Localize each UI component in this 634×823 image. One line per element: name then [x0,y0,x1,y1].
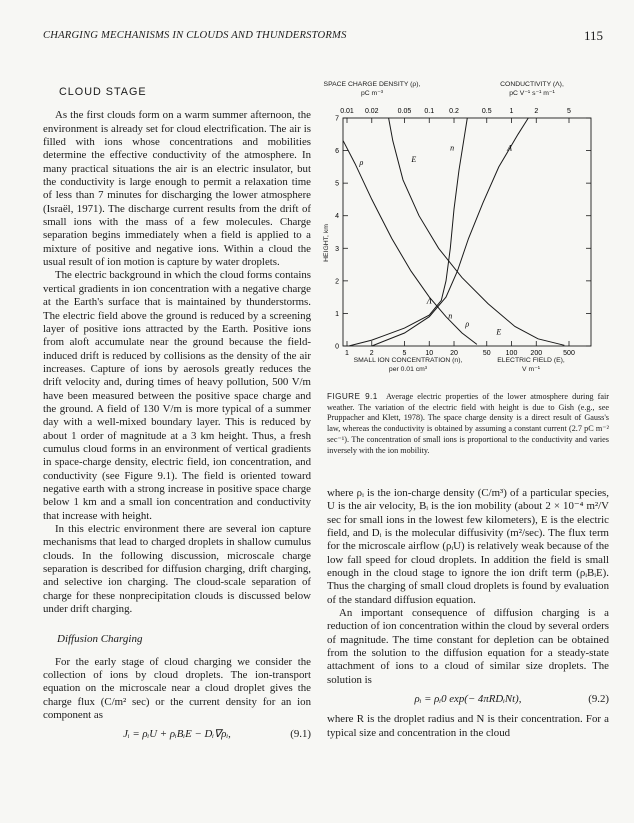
paragraph: where ρᵢ is the ion-charge density (C/m³) of a particular species, U is the air velocity, Bᵢ is the ion mobility (about 2 × 10⁻⁴ m²/V sec for small ions in the lowest few kilometers), E is the electric field, and Dᵢ is the molecular diffusivity (m²/sec). The flux term for the microscale airflow (ρᵢU) is relatively weak because of the low fall speed for cloud droplets. In addition the field is small enough in the cloud stage to ignore the ion drift term (ρᵢBᵢE). Thus the charging of small cloud droplets is found by evaluation of the standard diffusion equation. [327,487,609,606]
equation-9-1 [43,728,311,744]
ion-concentration-label: n [450,143,455,153]
y-tick-label: 4 [335,213,339,221]
ion-concentration-label: n [448,311,453,321]
y-tick-label: 1 [335,310,339,318]
left-column [43,86,311,748]
x-tick-label: 5 [567,108,571,115]
rho-label: ρ [359,158,364,168]
x-tick-label: 0.05 [397,108,412,115]
page-number: 115 [583,28,603,43]
top-right-axis-unit: pC V⁻¹ s⁻¹ m⁻¹ [509,90,555,97]
y-axis-label: HEIGHT, km [323,224,330,262]
plot-frame [343,118,591,346]
y-tick-label: 2 [335,278,339,286]
x-tick-label: 1 [345,350,349,357]
electric-field-label: E [496,327,502,337]
figure-9-1-chart [316,72,616,390]
x-tick-label: 2 [534,108,539,115]
caption-label: FIGURE 9.1 [327,392,378,401]
x-tick-label: 100 [505,350,518,357]
rho-label: ρ [465,319,470,329]
y-tick-label: 3 [335,245,339,253]
x-tick-label: 500 [563,350,575,357]
conductivity-label: Λ [507,143,513,153]
paragraph: where R is the droplet radius and N is their concentration. For a typical size and concentration in the cloud [327,713,609,739]
equation-text: ρᵢ = ρᵢ0 exp(− 4πRDᵢNt), [414,693,522,706]
bottom-right-axis-unit: V m⁻¹ [522,366,540,373]
section-heading: CLOUD STAGE [59,86,147,98]
x-tick-label: 5 [402,350,407,357]
x-tick-label: 0.5 [481,108,492,115]
x-tick-label: 50 [482,350,491,357]
subsection-heading: Diffusion Charging [57,633,143,646]
x-tick-label: 0.01 [340,108,354,115]
paragraph: For the early stage of cloud charging we consider the collection of ions by cloud droplets. The ion-transport equation on the microscale near a cloud droplet gives the charge flux (C/m² sec) or the current density for an ion component as [43,655,311,722]
bottom-left-axis-unit: per 0.01 cm³ [388,366,428,373]
rho-curve [343,141,477,345]
equation-number: (9.1) [290,728,311,741]
figure-caption [327,392,609,456]
top-right-axis-label: CONDUCTIVITY (Λ), [500,81,564,88]
y-tick-label: 7 [335,115,339,123]
y-tick-label: 0 [335,343,339,351]
top-left-axis-label: SPACE CHARGE DENSITY (ρ), [323,81,421,88]
paragraph: As the first clouds form on a warm summer afternoon, the environment is already set for cloud electrification. The air is filled with ions whose concentrations and mobilities determine the effective conductivity of the atmosphere. In many practical situations the air is an electric insulator, but the conductivity is large enough to permit a relaxation time of less than 7 minutes for discharging the lower atmosphere (Israël, 1971). The discharge current results from the drift of small ions with the mass of a few molecules. Charge separation begins immediately when a field is applied to a mixture of positive and negative ions. Within a cloud the usual result of ion motion is capture by water droplets. [43,109,311,269]
x-tick-label: 0.1 [424,108,435,115]
x-tick-label: 2 [369,350,374,357]
paragraph: An important consequence of diffusion charging is a reduction of ion concentration within the cloud by several orders of magnitude. The time constant for depletion can be obtained from the solution to the diffusion equation for a steady-state attachment of ions to a cloud of similar size droplets. The solution is [327,607,609,686]
bottom-left-axis-label: SMALL ION CONCENTRATION (n), [353,357,463,364]
x-tick-label: 0.02 [364,108,379,115]
y-tick-label: 5 [335,180,339,188]
running-title: CHARGING MECHANISMS IN CLOUDS AND THUNDERSTORMS [43,30,347,41]
y-tick-label: 6 [335,148,339,156]
running-head [43,30,603,46]
x-tick-label: 1 [509,108,514,115]
equation-text: Jᵢ = ρᵢU + ρᵢBᵢE − Dᵢ∇ρᵢ, [123,728,231,741]
chart-layer [335,108,591,357]
equation-number: (9.2) [588,693,609,706]
conductivity-label: Λ [426,296,432,306]
right-column [327,487,609,740]
paragraph: In this electric environment there are several ion capture mechanisms that lead to charged droplets in shallow cumulus clouds. In the following discussion, microscale charge separation is described for diffusion charging, drift charging, and selective ion charging. The cloud-scale separation of charge for these nonprecipitation clouds is discussed below under drift charging. [43,523,311,616]
bottom-right-axis-label: ELECTRIC FIELD (E), [497,357,565,364]
paragraph: The electric background in which the cloud forms contains vertical gradients in ion concentration with a negative charge at the Earth's surface that is maintained by thunderstorms. The electric field above the ground is reduced by a screening layer of positive ions attracted by the Earth. Positive ions from aloft accumulate near the ground because the field-induced drift is reduced by collisions as the density of the air increases. Capture of ions by aerosols greatly reduces the drift velocity and, during times of heavy pollution, 500 V/m have been measured between the positive space charge and the ground. A field of 130 V/m is more typical of a summer day with a well-mixed boundary layer. This is reduced by about 1 order of magnitude at a 3 km height. Thus, a fresh cumulus cloud forms in an environment of vertical gradients in space-charge density, electric field, ion concentration, and conductivity (see Figure 9.1). The field is oriented toward negative earth with a strong increase in positive space charge below 1 km and a small ion concentration and conductivity that increase with height. [43,269,311,522]
electric-field-label: E [411,154,417,164]
electric-field-curve [389,118,565,345]
x-tick-label: 0.2 [449,108,459,115]
caption-text: Average electric properties of the lower atmosphere during fair weather. The variation of the electric field with height is due to Gish (e.g., see Pruppacher and Klett, 1978). The space charge density is a direct result of Gauss's law, whereas the conductivity is obtained by assuming a constant current (2.7 pC m⁻² sec⁻¹). The concentration of small ions is proportional to the conductivity and varies inversely with the ion mobility. [327,392,610,455]
x-tick-label: 10 [425,350,434,357]
x-tick-label: 200 [530,350,543,357]
x-tick-label: 20 [450,350,458,357]
top-left-axis-unit: pC m⁻³ [360,90,384,97]
equation-9-2 [327,693,609,709]
